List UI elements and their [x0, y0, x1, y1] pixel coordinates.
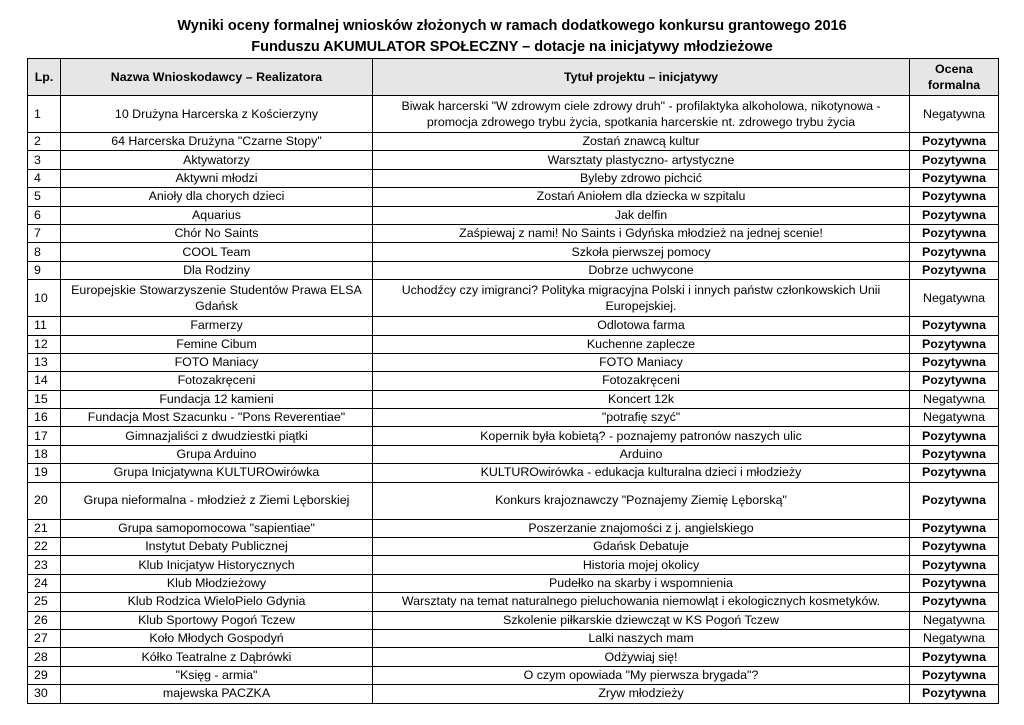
- row-number: 15: [28, 390, 61, 408]
- row-number: 16: [28, 409, 61, 427]
- table-row: [28, 666, 999, 684]
- applicant-name: Klub Inicjatyw Historycznych: [61, 556, 373, 574]
- project-title: Lalki naszych mam: [373, 629, 910, 647]
- formal-grade: Negatywna: [910, 629, 999, 647]
- formal-grade: Pozytywna: [910, 317, 999, 335]
- formal-grade: Pozytywna: [910, 206, 999, 224]
- applicant-name: Aktywatorzy: [61, 151, 373, 169]
- row-number: 4: [28, 169, 61, 187]
- project-title: O czym opowiada "My pierwsza brygada"?: [373, 666, 910, 684]
- row-number: 10: [28, 280, 61, 317]
- row-number: 24: [28, 574, 61, 592]
- row-number: 22: [28, 538, 61, 556]
- project-title: Jak delfin: [373, 206, 910, 224]
- table-row: [28, 409, 999, 427]
- formal-grade: Pozytywna: [910, 556, 999, 574]
- project-title: Kuchenne zaplecze: [373, 335, 910, 353]
- applicant-name: Farmerzy: [61, 317, 373, 335]
- header-project-title: Tytuł projektu – inicjatywy: [373, 59, 910, 96]
- project-title: Zostań znawcą kultur: [373, 133, 910, 151]
- formal-grade: Negatywna: [910, 611, 999, 629]
- formal-grade: Pozytywna: [910, 372, 999, 390]
- table-row: [28, 188, 999, 206]
- project-title: Zostań Aniołem dla dziecka w szpitalu: [373, 188, 910, 206]
- applicant-name: FOTO Maniacy: [61, 353, 373, 371]
- formal-grade: Pozytywna: [910, 133, 999, 151]
- row-number: 18: [28, 445, 61, 463]
- project-title: Pudełko na skarby i wspomnienia: [373, 574, 910, 592]
- results-table: [27, 58, 999, 704]
- applicant-name: Koło Młodych Gospodyń: [61, 629, 373, 647]
- applicant-name: Klub Rodzica WieloPielo Gdynia: [61, 593, 373, 611]
- applicant-name: "Księg - armia": [61, 666, 373, 684]
- formal-grade: Negatywna: [910, 280, 999, 317]
- row-number: 12: [28, 335, 61, 353]
- row-number: 21: [28, 519, 61, 537]
- row-number: 1: [28, 96, 61, 133]
- table-row: [28, 133, 999, 151]
- formal-grade: Pozytywna: [910, 243, 999, 261]
- formal-grade: Pozytywna: [910, 188, 999, 206]
- formal-grade: Pozytywna: [910, 666, 999, 684]
- row-number: 11: [28, 317, 61, 335]
- table-row: [28, 96, 999, 133]
- project-title: "potrafię szyć": [373, 409, 910, 427]
- project-title: Odżywiaj się!: [373, 648, 910, 666]
- row-number: 9: [28, 261, 61, 279]
- applicant-name: Fundacja 12 kamieni: [61, 390, 373, 408]
- formal-grade: Pozytywna: [910, 353, 999, 371]
- formal-grade: Pozytywna: [910, 648, 999, 666]
- table-row: [28, 372, 999, 390]
- table-row: [28, 574, 999, 592]
- project-title: Fotozakręceni: [373, 372, 910, 390]
- applicant-name: Klub Młodzieżowy: [61, 574, 373, 592]
- row-number: 5: [28, 188, 61, 206]
- formal-grade: Pozytywna: [910, 169, 999, 187]
- row-number: 6: [28, 206, 61, 224]
- project-title: Zaśpiewaj z nami! No Saints i Gdyńska młodzież na jednej scenie!: [373, 224, 910, 242]
- table-row: [28, 482, 999, 519]
- row-number: 25: [28, 593, 61, 611]
- applicant-name: Europejskie Stowarzyszenie Studentów Prawa ELSA Gdańsk: [61, 280, 373, 317]
- formal-grade: Pozytywna: [910, 464, 999, 482]
- table-row: [28, 427, 999, 445]
- table-row: [28, 224, 999, 242]
- project-title: Arduino: [373, 445, 910, 463]
- row-number: 17: [28, 427, 61, 445]
- formal-grade: Pozytywna: [910, 482, 999, 519]
- applicant-name: COOL Team: [61, 243, 373, 261]
- formal-grade: Pozytywna: [910, 685, 999, 703]
- applicant-name: Anioły dla chorych dzieci: [61, 188, 373, 206]
- project-title: Szkolenie piłkarskie dziewcząt w KS Pogoń Tczew: [373, 611, 910, 629]
- row-number: 14: [28, 372, 61, 390]
- project-title: Szkoła pierwszej pomocy: [373, 243, 910, 261]
- project-title: Dobrze uchwycone: [373, 261, 910, 279]
- project-title: Konkurs krajoznawczy "Poznajemy Ziemię Lęborską": [373, 482, 910, 519]
- formal-grade: Negatywna: [910, 390, 999, 408]
- formal-grade: Negatywna: [910, 96, 999, 133]
- formal-grade: Pozytywna: [910, 335, 999, 353]
- formal-grade: Pozytywna: [910, 574, 999, 592]
- project-title: Biwak harcerski "W zdrowym ciele zdrowy druh" - profilaktyka alkoholowa, nikotynowa - promocja zdrowego trybu życia, spotkania harcerskie nt. zdrowego trybu życia: [373, 96, 910, 133]
- applicant-name: Grupa Inicjatywna KULTUROwirówka: [61, 464, 373, 482]
- table-row: [28, 538, 999, 556]
- project-title: Warsztaty na temat naturalnego pieluchowania niemowląt i ekologicznych kosmetyków.: [373, 593, 910, 611]
- applicant-name: Chór No Saints: [61, 224, 373, 242]
- project-title: Uchodźcy czy imigranci? Polityka migracyjna Polski i innych państw członkowskich Unii Europejskiej.: [373, 280, 910, 317]
- header-formal-grade: Ocena formalna: [910, 59, 999, 96]
- applicant-name: Fotozakręceni: [61, 372, 373, 390]
- project-title: Gdańsk Debatuje: [373, 538, 910, 556]
- project-title: Zryw młodzieży: [373, 685, 910, 703]
- table-row: [28, 593, 999, 611]
- table-row: [28, 445, 999, 463]
- applicant-name: Gimnazjaliści z dwudziestki piątki: [61, 427, 373, 445]
- project-title: Historia mojej okolicy: [373, 556, 910, 574]
- formal-grade: Pozytywna: [910, 538, 999, 556]
- row-number: 3: [28, 151, 61, 169]
- table-row: [28, 280, 999, 317]
- document-subtitle: Funduszu AKUMULATOR SPOŁECZNY – dotacje na inicjatywy młodzieżowe: [251, 39, 773, 55]
- row-number: 7: [28, 224, 61, 242]
- applicant-name: majewska PACZKA: [61, 685, 373, 703]
- row-number: 27: [28, 629, 61, 647]
- applicant-name: Kółko Teatralne z Dąbrówki: [61, 648, 373, 666]
- table-row: [28, 151, 999, 169]
- formal-grade: Pozytywna: [910, 519, 999, 537]
- document-title: Wyniki oceny formalnej wniosków złożonych w ramach dodatkowego konkursu grantowego 2016: [177, 18, 847, 34]
- table-row: [28, 353, 999, 371]
- header-applicant: Nazwa Wnioskodawcy – Realizatora: [61, 59, 373, 96]
- table-row: [28, 519, 999, 537]
- header-lp: Lp.: [28, 59, 61, 96]
- table-row: [28, 335, 999, 353]
- row-number: 13: [28, 353, 61, 371]
- applicant-name: Grupa Arduino: [61, 445, 373, 463]
- applicant-name: 64 Harcerska Drużyna "Czarne Stopy": [61, 133, 373, 151]
- table-row: [28, 261, 999, 279]
- applicant-name: 10 Drużyna Harcerska z Kościerzyny: [61, 96, 373, 133]
- formal-grade: Pozytywna: [910, 445, 999, 463]
- applicant-name: Klub Sportowy Pogoń Tczew: [61, 611, 373, 629]
- row-number: 2: [28, 133, 61, 151]
- table-row: [28, 206, 999, 224]
- row-number: 23: [28, 556, 61, 574]
- table-body: [28, 96, 999, 704]
- project-title: Odlotowa farma: [373, 317, 910, 335]
- formal-grade: Pozytywna: [910, 261, 999, 279]
- row-number: 19: [28, 464, 61, 482]
- table-row: [28, 611, 999, 629]
- row-number: 26: [28, 611, 61, 629]
- row-number: 29: [28, 666, 61, 684]
- table-row: [28, 317, 999, 335]
- formal-grade: Pozytywna: [910, 224, 999, 242]
- formal-grade: Pozytywna: [910, 151, 999, 169]
- project-title: Warsztaty plastyczno- artystyczne: [373, 151, 910, 169]
- table-row: [28, 243, 999, 261]
- table-row: [28, 648, 999, 666]
- formal-grade: Pozytywna: [910, 427, 999, 445]
- table-row: [28, 169, 999, 187]
- project-title: FOTO Maniacy: [373, 353, 910, 371]
- table-row: [28, 390, 999, 408]
- applicant-name: Dla Rodziny: [61, 261, 373, 279]
- applicant-name: Aktywni młodzi: [61, 169, 373, 187]
- row-number: 28: [28, 648, 61, 666]
- project-title: KULTUROwirówka - edukacja kulturalna dzieci i młodzieży: [373, 464, 910, 482]
- applicant-name: Femine Cibum: [61, 335, 373, 353]
- table-row: [28, 556, 999, 574]
- formal-grade: Negatywna: [910, 409, 999, 427]
- row-number: 30: [28, 685, 61, 703]
- applicant-name: Grupa nieformalna - młodzież z Ziemi Lęborskiej: [61, 482, 373, 519]
- applicant-name: Aquarius: [61, 206, 373, 224]
- project-title: Kopernik była kobietą? - poznajemy patronów naszych ulic: [373, 427, 910, 445]
- table-row: [28, 629, 999, 647]
- applicant-name: Fundacja Most Szacunku - "Pons Reverentiae": [61, 409, 373, 427]
- table-row: [28, 685, 999, 703]
- applicant-name: Instytut Debaty Publicznej: [61, 538, 373, 556]
- table-row: [28, 464, 999, 482]
- row-number: 8: [28, 243, 61, 261]
- project-title: Koncert 12k: [373, 390, 910, 408]
- project-title: Byleby zdrowo pichcić: [373, 169, 910, 187]
- formal-grade: Pozytywna: [910, 593, 999, 611]
- table-header-row: [28, 59, 999, 96]
- project-title: Poszerzanie znajomości z j. angielskiego: [373, 519, 910, 537]
- applicant-name: Grupa samopomocowa "sapientiae": [61, 519, 373, 537]
- row-number: 20: [28, 482, 61, 519]
